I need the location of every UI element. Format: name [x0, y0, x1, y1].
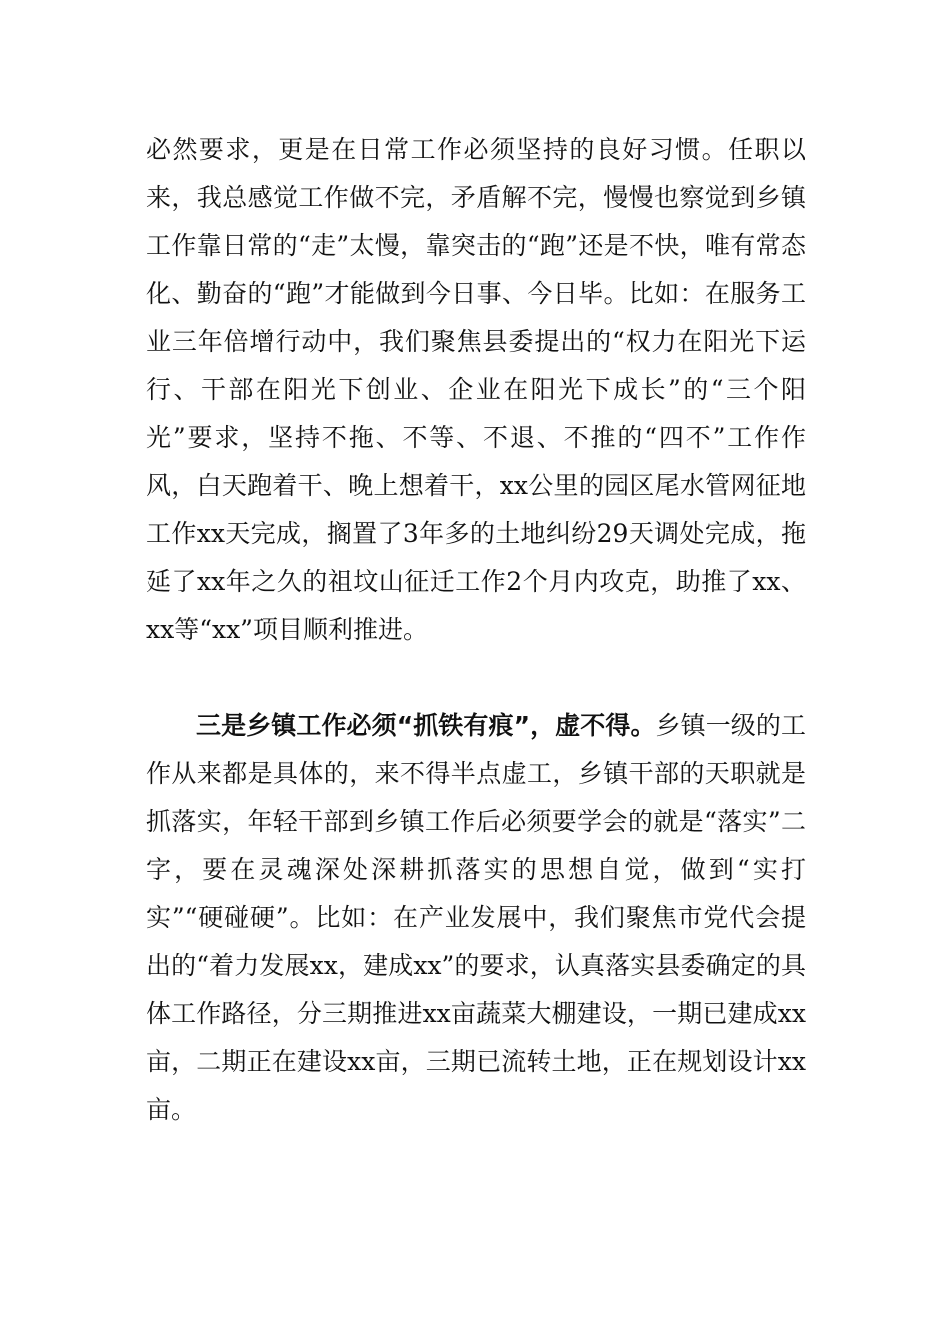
- paragraph-2-heading: 三是乡镇工作必须“抓铁有痕”，虚不得。: [196, 711, 656, 740]
- paragraph-2-body: 乡镇一级的工作从来都是具体的，来不得半点虚工，乡镇干部的天职就是抓落实，年轻干部到乡镇工作后必须要学会的就是“落实”二字，要在灵魂深处深耕抓落实的思想自觉，做到“实打实”“硬碰硬”。比如：在产业发展中，我们聚焦市党代会提出的“着力发展xx，建成xx”的要求，认真落实县委确定的具体工作路径，分三期推进xx亩蔬菜大棚建设，一期已建成xx亩，二期正在建设xx亩，三期已流转土地，正在规划设计xx亩。: [146, 711, 806, 1124]
- paragraph-1: 必然要求，更是在日常工作必须坚持的良好习惯。任职以来，我总感觉工作做不完，矛盾解不完，慢慢也察觉到乡镇工作靠日常的“走”太慢，靠突击的“跑”还是不快，唯有常态化、勤奋的“跑”才能做到今日事、今日毕。比如：在服务工业三年倍增行动中，我们聚焦县委提出的“权力在阳光下运行、干部在阳光下创业、企业在阳光下成长”的“三个阳光”要求，坚持不拖、不等、不退、不推的“四不”工作作风，白天跑着干、晚上想着干，xx公里的园区尾水管网征地工作xx天完成，搁置了3年多的土地纠纷29天调处完成，拖延了xx年之久的祖坟山征迁工作2个月内攻克，助推了xx、xx等“xx”项目顺利推进。: [146, 135, 806, 644]
- document-body: [146, 126, 806, 1134]
- paragraph-2: [146, 702, 806, 1134]
